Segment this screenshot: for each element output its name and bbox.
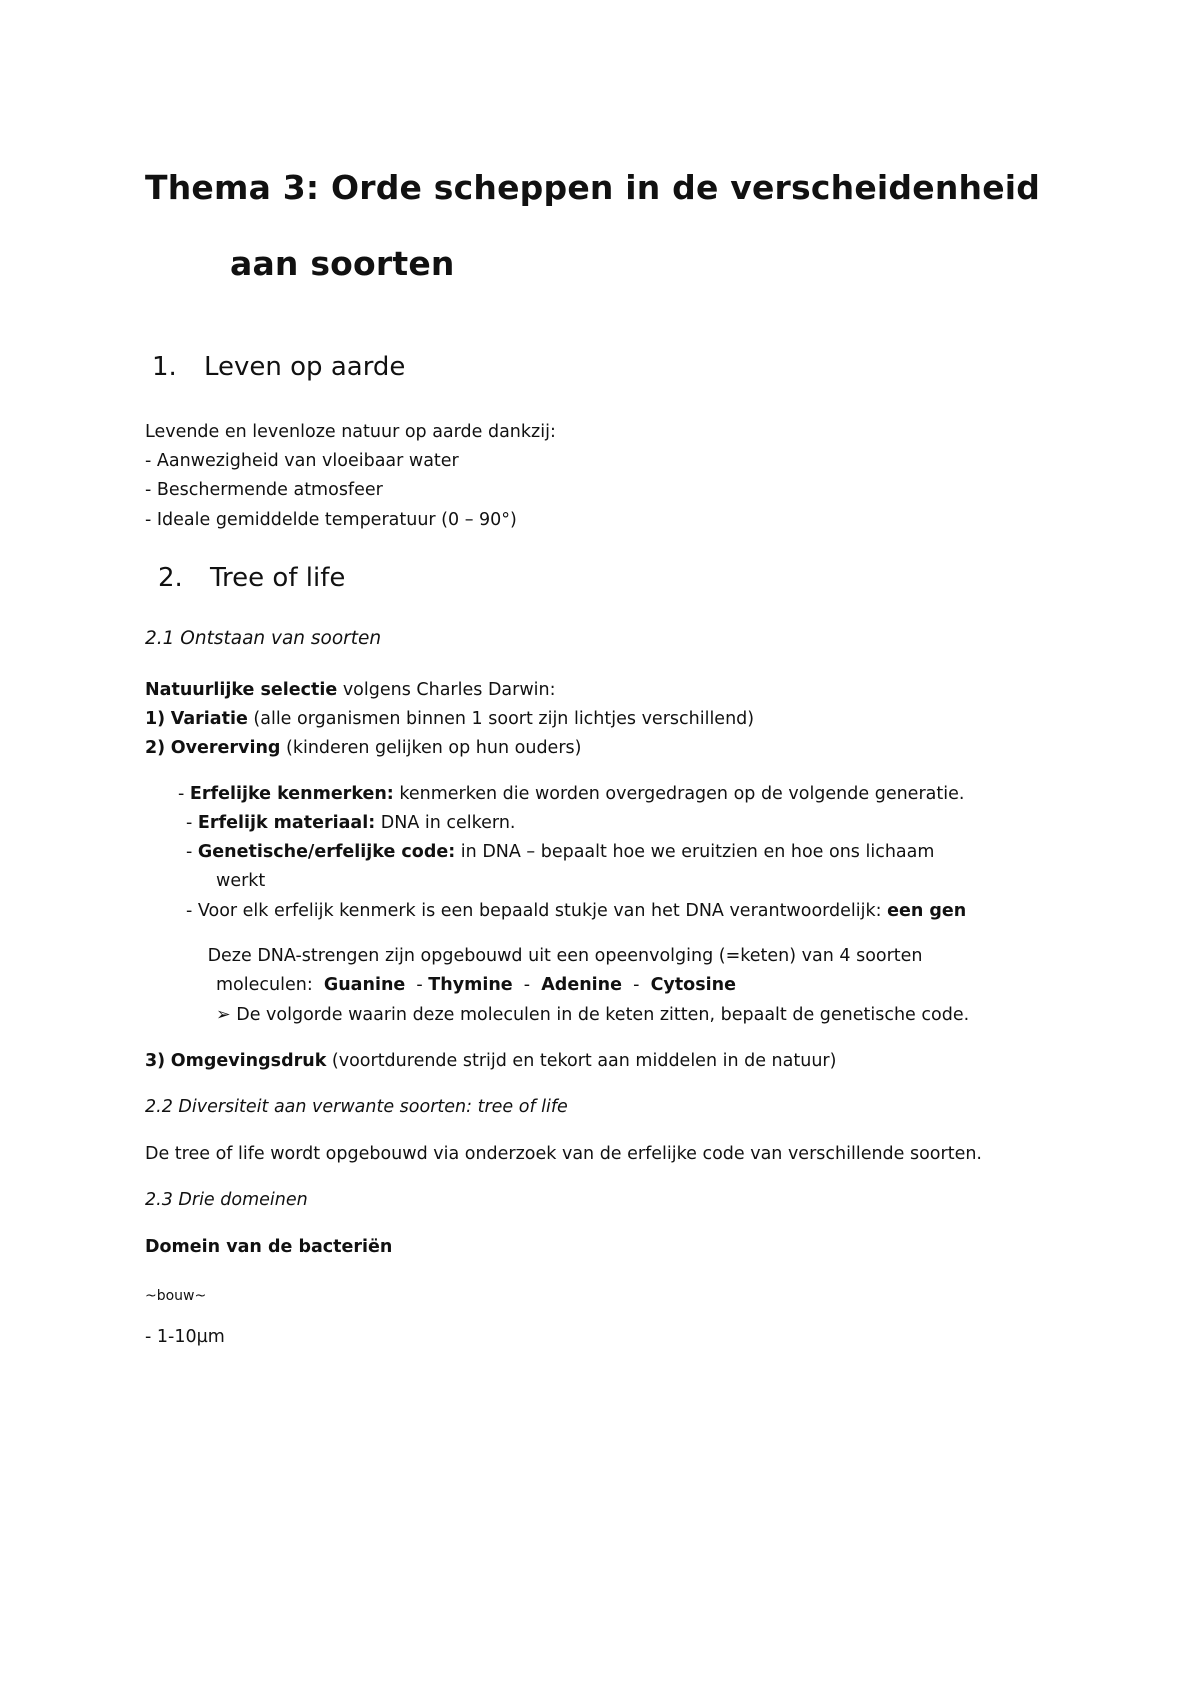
erfelijk-materiaal-line [186, 809, 515, 839]
point-3-rest: (voortdurende strijd en tekort aan middelen in de natuur) [326, 1051, 837, 1071]
point-1-number: 1) [145, 709, 166, 729]
point-3-bold: Omgevingsdruk [170, 1051, 327, 1071]
subsection-2-2-heading: 2.2 Diversiteit aan verwante soorten: tree of life [145, 1097, 568, 1117]
selection-intro-bold: Natuurlijke selectie [145, 680, 338, 700]
subsection-2-3-heading: 2.3 Drie domeinen [145, 1190, 308, 1210]
erf-dash: - [178, 784, 190, 804]
dna-text: Deze DNA-strengen zijn opgebouwd uit een opeenvolging (=keten) van 4 soorten [202, 946, 923, 966]
order-text: De volgorde waarin deze moleculen in de keten zitten, bepaalt de genetische code. [230, 1005, 970, 1025]
molecules-label: moleculen: [216, 975, 313, 995]
dna-strengen-line [190, 942, 923, 972]
section1-intro: Levende en levenloze natuur op aarde dankzij: [145, 422, 556, 442]
chevron-right-icon: ➢ [216, 1005, 231, 1025]
subsection-2-1-heading: 2.1 Ontstaan van soorten [145, 628, 382, 649]
erf-bold: Erfelijke kenmerken: [189, 784, 394, 804]
volgorde-line [216, 1001, 969, 1031]
domain-bacteria-heading: Domein van de bacteriën [145, 1237, 393, 1257]
m1-bold: Erfelijk materiaal: [197, 813, 376, 833]
section1-item-1: - Aanwezigheid van vloeibaar water [145, 451, 459, 471]
point-1-rest: (alle organismen binnen 1 soort zijn lichtjes verschillend) [247, 709, 755, 729]
section2-title: Tree of life [210, 563, 346, 593]
m2-bold: Genetische/erfelijke code: [197, 842, 456, 862]
m3-bold: een gen [887, 901, 967, 921]
gen-line [186, 897, 966, 927]
section1-number: 1. [152, 352, 177, 382]
page-title-line1: Thema 3: Orde scheppen in de verscheidenheid [145, 168, 1041, 207]
subsection-2-2-text: De tree of life wordt opgebouwd via onderzoek van de erfelijke code van verschillende soorten. [145, 1144, 982, 1164]
section1-item-3: - Ideale gemiddelde temperatuur (0 – 90°) [145, 510, 517, 530]
genetische-code-continuation: werkt [216, 871, 266, 891]
point-3-number: 3) [145, 1051, 166, 1071]
point-2-rest: (kinderen gelijken op hun ouders) [280, 738, 582, 758]
page-title-line2: aan soorten [230, 244, 455, 283]
m2-dash: - [186, 842, 198, 862]
selection-intro [145, 676, 556, 706]
selection-intro-rest: volgens Charles Darwin: [337, 680, 556, 700]
genetische-code-line [186, 838, 934, 868]
m3-text: - Voor elk erfelijk kenmerk is een bepaald stukje van het DNA verantwoordelijk: [186, 901, 888, 921]
molecule-guanine: Guanine [323, 975, 406, 995]
point-2-number: 2) [145, 738, 166, 758]
molecule-adenine: Adenine [541, 975, 622, 995]
point-omgevingsdruk [145, 1047, 836, 1077]
point-variatie [145, 705, 754, 735]
section1-title: Leven op aarde [204, 352, 406, 382]
molecules-line: moleculen: Guanine - Thymine - Adenine - Cytosine [216, 975, 736, 995]
section2-number: 2. [158, 563, 183, 593]
point-1-bold: Variatie [170, 709, 248, 729]
erf-rest: kenmerken die worden overgedragen op de volgende generatie. [393, 784, 965, 804]
point-2-bold: Overerving [170, 738, 281, 758]
point-overerving [145, 734, 581, 764]
erfelijke-kenmerken-line [158, 780, 964, 810]
size-line [145, 1323, 225, 1353]
size-dash: - [145, 1327, 157, 1347]
m1-rest: DNA in celkern. [375, 813, 516, 833]
section1-item-2: - Beschermende atmosfeer [145, 480, 383, 500]
section1-heading [152, 352, 405, 382]
m1-dash: - [186, 813, 198, 833]
molecule-cytosine: Cytosine [650, 975, 736, 995]
m2-rest: in DNA – bepaalt hoe we eruitzien en hoe ons lichaam [455, 842, 935, 862]
molecule-thymine: Thymine [428, 975, 513, 995]
bouw-label: ~bouw~ [145, 1288, 207, 1304]
size-value: 1-10µm [156, 1327, 225, 1347]
section2-heading [158, 563, 345, 593]
